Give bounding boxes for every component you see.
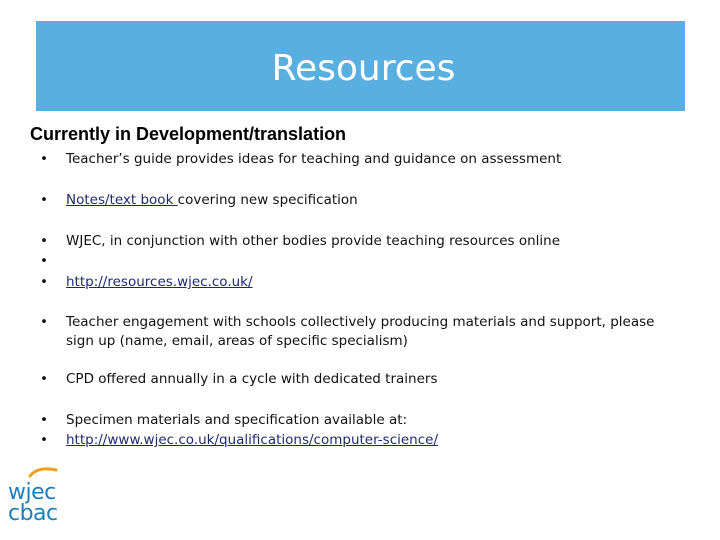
bullet-text <box>66 313 676 351</box>
bullet-text <box>66 273 676 292</box>
bullet-marker: • <box>40 233 48 249</box>
bullet-text: CPD offered annually in a cycle with dedicated trainers <box>66 371 438 387</box>
bullet-text: WJEC, in conjunction with other bodies provide teaching resources online <box>66 233 561 249</box>
slide-subtitle: Currently in Development/translation <box>30 124 347 144</box>
bullet-text <box>66 431 676 450</box>
bullet-marker: • <box>40 371 48 387</box>
bullet-marker: • <box>40 274 48 290</box>
logo-swoosh-icon <box>28 466 58 478</box>
bullet-marker: • <box>40 412 48 428</box>
bullet-text: Specimen materials and specification available at: <box>66 412 408 428</box>
bullet-marker: • <box>40 314 48 330</box>
logo-line-cbac: cbac <box>8 501 58 526</box>
bullet-marker: • <box>40 192 48 208</box>
bullet-text-line1: Teacher engagement with schools collectively producing materials and support, please <box>66 314 655 330</box>
specification-link[interactable]: http://www.wjec.co.uk/qualifications/computer-science/ <box>66 432 439 448</box>
logo-line-wjec: wjec <box>8 480 56 505</box>
bullet-marker: • <box>40 151 48 167</box>
bullet-text-line2: sign up (name, email, areas of specific specialism) <box>66 333 408 349</box>
bullet-text <box>66 191 676 210</box>
bullet-marker: • <box>40 432 48 448</box>
bullet-text-rest: covering new specification <box>177 192 358 208</box>
resources-link[interactable]: http://resources.wjec.co.uk/ <box>66 274 253 290</box>
bullet-marker: • <box>40 253 48 269</box>
bullet-text: Teacher’s guide provides ideas for teaching and guidance on assessment <box>66 151 562 167</box>
slide-title: Resources <box>271 47 456 89</box>
wjec-cbac-logo <box>8 470 68 532</box>
textbook-link[interactable]: Notes/text book <box>66 192 178 208</box>
